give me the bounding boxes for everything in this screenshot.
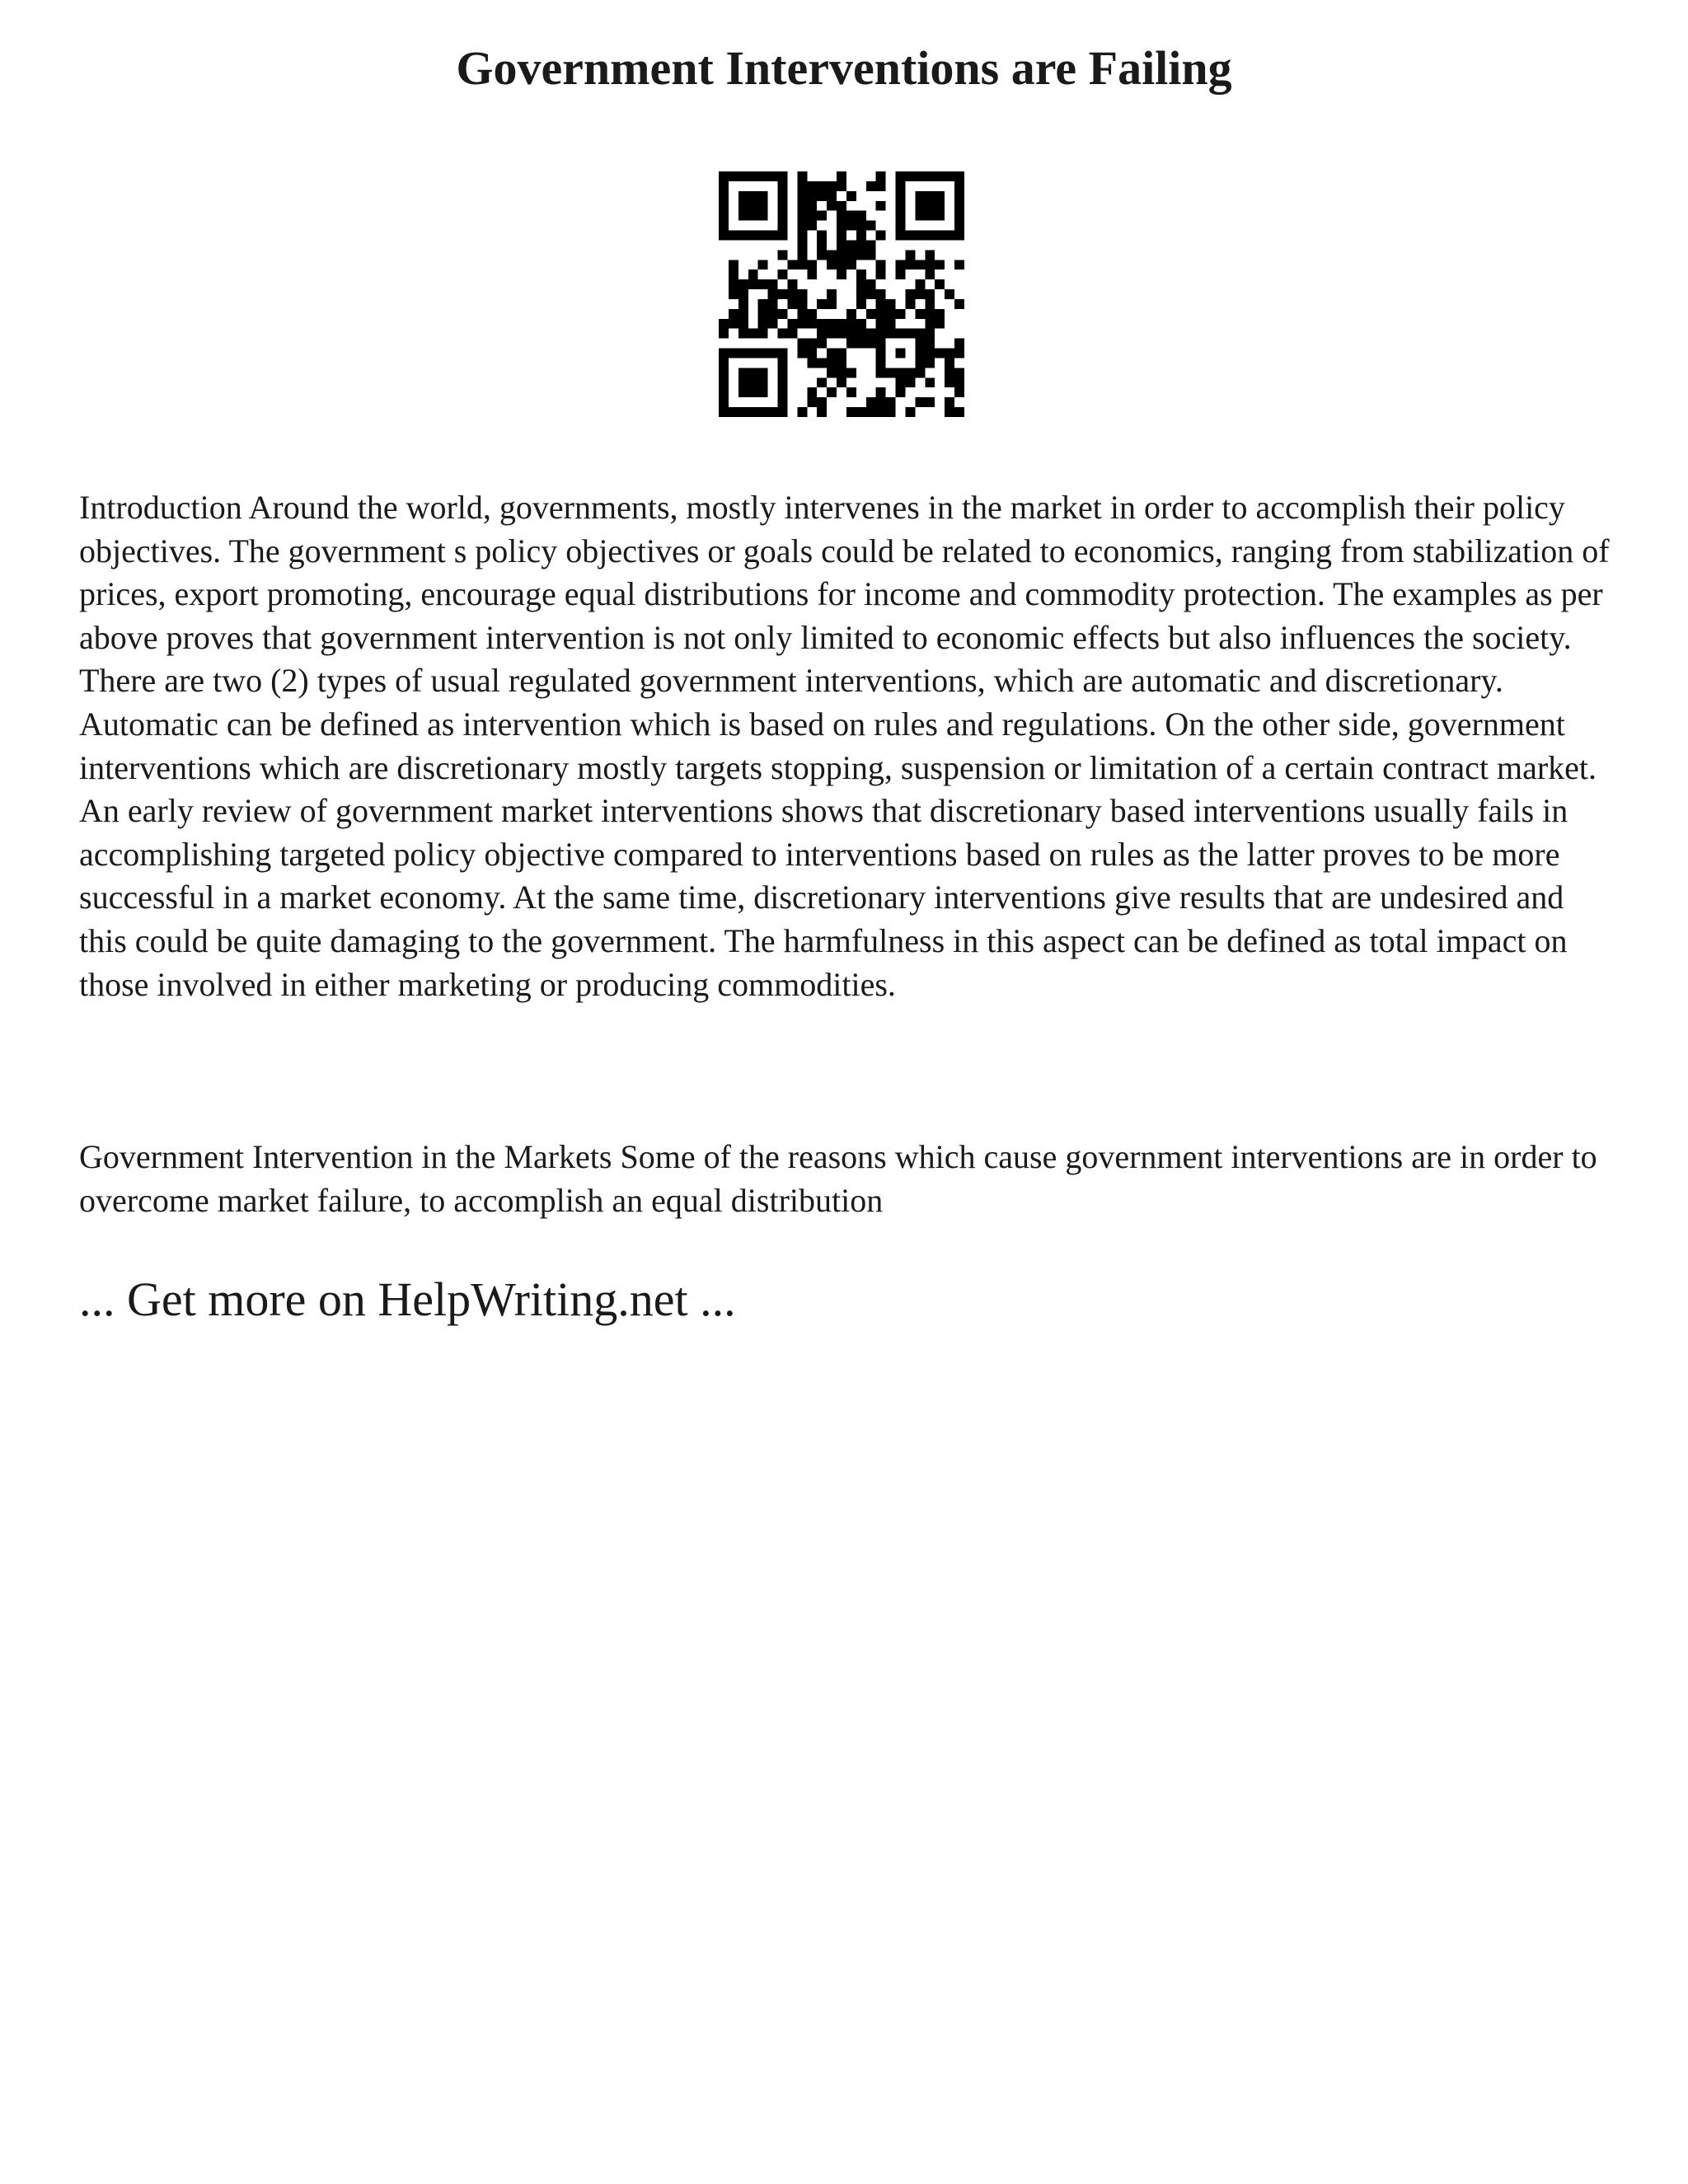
- qr-code-icon: [719, 171, 964, 417]
- get-more-link[interactable]: ... Get more on HelpWriting.net ...: [79, 1272, 736, 1326]
- intro-paragraph: Introduction Around the world, governments, mostly intervenes in the market in order to accomplish their policy objectives. The government s policy objectives or goals could be related to economics, ranging from stabilization of prices, export promoting, encourage equal distributions for income and commodity protection. The examples as per above proves that government intervention is not only limited to economic effects but also influences the society. There are two (2) types of usual regulated government interventions, which are automatic and discretionary. Automatic can be defined as intervention which is based on rules and regulations. On the other side, government interventions which are discretionary mostly targets stopping, suspension or limitation of a certain contract market. An early review of government market interventions shows that discretionary based interventions usually fails in accomplishing targeted policy objective compared to interventions based on rules as the latter proves to be more successful in a market economy. At the same time, discretionary interventions give results that are undesired and this could be quite damaging to the government. The harmfulness in this aspect can be defined as total impact on those involved in either marketing or producing commodities.: [79, 489, 1610, 1003]
- page-title: Government Interventions are Failing: [456, 41, 1232, 95]
- body-paragraph: Government Intervention in the Markets Some of the reasons which cause government interventions are in order to overcome market failure, to accomplish an equal distribution: [79, 1138, 1597, 1219]
